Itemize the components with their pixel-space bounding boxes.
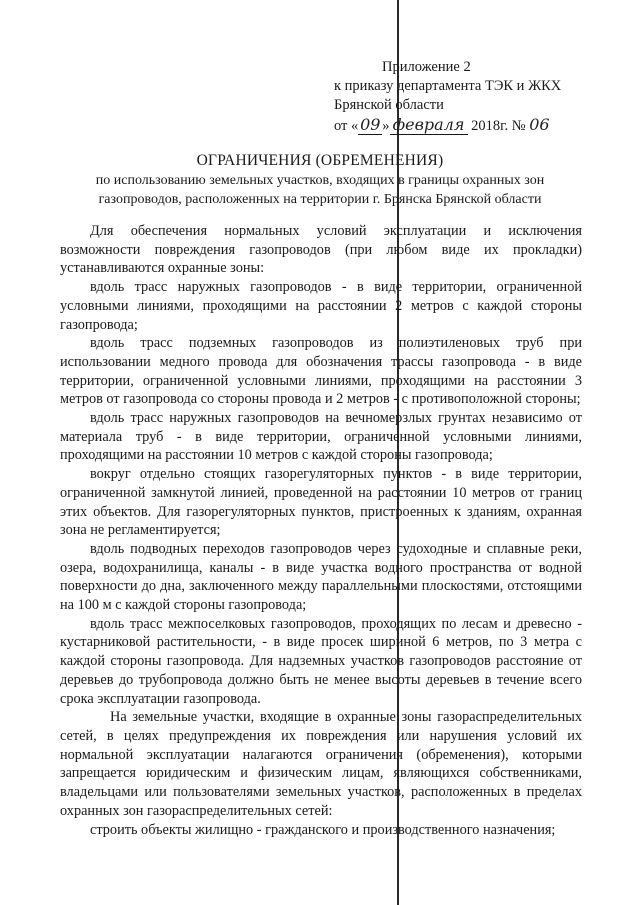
date-day: 09 — [360, 115, 381, 134]
paragraph: Для обеспечения нормальных условий эксплуатации и исключения возможности повреждения газопроводов (при любом виде их прокладки) устанавливаются охранные зоны: — [60, 223, 582, 277]
appendix-header — [334, 58, 561, 136]
date-mid: » — [382, 118, 390, 134]
date-year: 2018г. № — [467, 118, 530, 134]
order-date — [334, 115, 561, 136]
order-number: 06 — [529, 115, 550, 134]
paragraph: вдоль трасс наружных газопроводов - в виде территории, ограниченной условными линиями, проходящими на расстоянии 2 метров с каждой стороны газопровода; — [60, 279, 582, 333]
paragraph: вдоль подводных переходов газопроводов через судоходные и сплавные реки, озера, водохранилища, каналы - в виде участка водного пространства от водной поверхности до дна, заключенного между параллельными плоскостями, отстоящими на 100 м с каждой стороны газопровода; — [60, 540, 582, 614]
paragraph: вдоль трасс наружных газопроводов на вечномерзлых грунтах независимо от материала труб - в виде территории, ограниченной условными линиями, проходящими на расстоянии 10 метров с каждой стороны газопровода; — [60, 410, 582, 464]
document-title: ОГРАНИЧЕНИЯ (ОБРЕМЕНЕНИЯ) — [196, 152, 444, 169]
document-body — [60, 222, 582, 839]
paragraph: вокруг отдельно стоящих газорегуляторных пунктов - в виде территории, ограниченной замкнутой линией, проведенной на расстоянии 10 метров от границ этих объектов. Для газорегуляторных пунктов, пристроенных к зданиям, охранная зона не регламентируется; — [60, 466, 582, 539]
paragraph: вдоль трасс подземных газопроводов из полиэтиленовых труб при использовании медного провода для обозначения трассы газопровода - в виде территории, ограниченной условными линиями, проходящими на расстоянии 3 метров от газопровода со стороны провода и 2 метров - с противоположной стороны; — [60, 335, 582, 408]
order-reference: к приказу департамента ТЭК и ЖКХ — [334, 78, 562, 94]
date-month: февраля — [390, 115, 468, 135]
region-name: Брянской области — [334, 97, 444, 113]
paragraph: На земельные участки, входящие в охранные зоны газораспределительных сетей, в целях предупреждения их повреждения или нарушения условий их нормальной эксплуатации налагаются ограничения (обременения), которыми запрещается юридическим и физическим лицам, являющихся собственниками, владельцами или пользователями земельных участков, расположенных в пределах охранных зон газораспределительных сетей: — [60, 709, 582, 819]
paragraph: вдоль трасс межпоселковых газопроводов, проходящих по лесам и древесно - кустарниковой растительности, - в виде просек шириной 6 метров, по 3 метра с каждой стороны газопровода. Для надземных участков газопроводов расстояние от деревьев до трубопровода должно быть не менее высоты деревьев в течение всего срока эксплуатации газопровода. — [60, 615, 582, 707]
paragraph: строить объекты жилищно - гражданского и производственного назначения; — [90, 821, 556, 838]
date-prefix: от « — [334, 118, 359, 134]
document-subtitle: по использованию земельных участков, входящих в границы охранных зон газопроводов, расположенных на территории г. Брянска Брянской области — [95, 173, 545, 207]
appendix-number: Приложение 2 — [382, 59, 471, 75]
